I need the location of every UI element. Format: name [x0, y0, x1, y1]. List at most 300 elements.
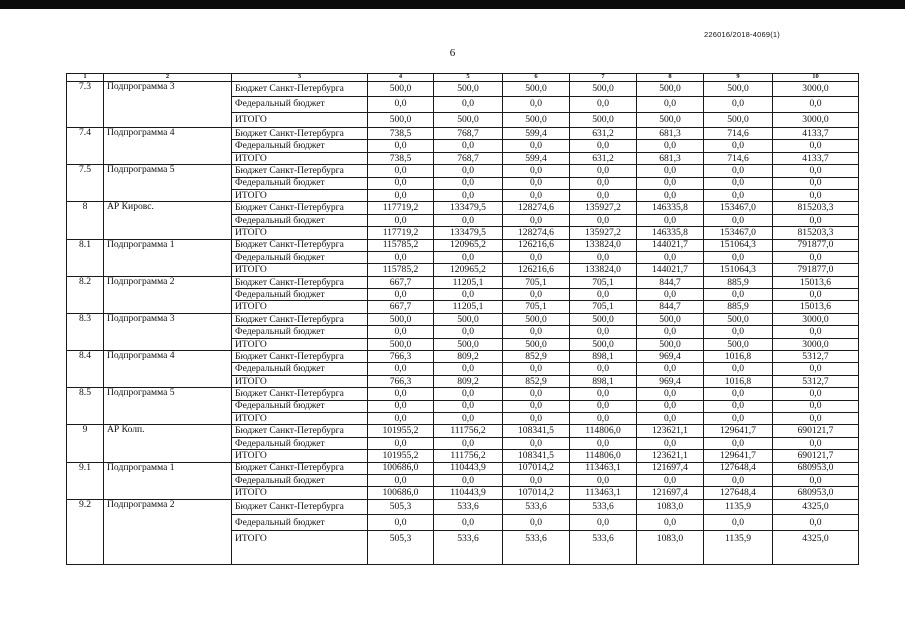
year-value: 0,0: [503, 289, 570, 301]
year-value: 533,6: [503, 499, 570, 515]
funding-source: Бюджет Санкт-Петербурга: [232, 276, 368, 288]
year-value: 533,6: [570, 499, 637, 515]
funding-source: Федеральный бюджет: [232, 437, 368, 449]
year-value: 500,0: [637, 112, 704, 128]
year-value: 0,0: [434, 363, 503, 375]
table-row: [67, 276, 859, 288]
item-code: 9: [67, 425, 104, 462]
year-value: 852,9: [503, 351, 570, 363]
document-number: 226016/2018-4069(1): [704, 30, 780, 39]
year-value: 153467,0: [704, 227, 773, 239]
total-value: 0,0: [773, 214, 859, 226]
year-value: 1016,8: [704, 375, 773, 387]
year-value: 969,4: [637, 351, 704, 363]
year-value: 11205,1: [434, 301, 503, 313]
total-value: 15013,6: [773, 301, 859, 313]
funding-source: Бюджет Санкт-Петербурга: [232, 351, 368, 363]
total-value: 0,0: [773, 177, 859, 189]
year-value: 500,0: [704, 313, 773, 325]
year-value: 844,7: [637, 276, 704, 288]
year-value: 0,0: [368, 412, 434, 424]
year-value: 144021,7: [637, 264, 704, 276]
year-value: 0,0: [637, 165, 704, 177]
total-value: 0,0: [773, 400, 859, 412]
funding-source: Федеральный бюджет: [232, 140, 368, 152]
year-value: 0,0: [570, 474, 637, 486]
year-value: 0,0: [570, 189, 637, 201]
year-value: 117719,2: [368, 227, 434, 239]
year-value: 0,0: [503, 515, 570, 531]
year-value: 681,3: [637, 152, 704, 164]
year-value: 115785,2: [368, 239, 434, 251]
funding-source: Федеральный бюджет: [232, 97, 368, 113]
funding-source: ИТОГО: [232, 189, 368, 201]
total-value: 0,0: [773, 412, 859, 424]
funding-source: Федеральный бюджет: [232, 177, 368, 189]
year-value: 714,6: [704, 152, 773, 164]
funding-source: ИТОГО: [232, 450, 368, 462]
year-value: 599,4: [503, 152, 570, 164]
year-value: 0,0: [434, 177, 503, 189]
year-value: 127648,4: [704, 487, 773, 499]
year-value: 129641,7: [704, 450, 773, 462]
year-value: 129641,7: [704, 425, 773, 437]
funding-source: Бюджет Санкт-Петербурга: [232, 81, 368, 97]
year-value: 0,0: [637, 515, 704, 531]
table-row: [67, 313, 859, 325]
year-value: 500,0: [368, 81, 434, 97]
year-value: 705,1: [503, 301, 570, 313]
year-value: 0,0: [434, 437, 503, 449]
item-code: 7.3: [67, 81, 104, 128]
year-value: 844,7: [637, 301, 704, 313]
item-name: Подпрограмма 4: [104, 128, 232, 165]
year-value: 500,0: [637, 81, 704, 97]
year-value: 0,0: [637, 388, 704, 400]
column-number: 8: [637, 74, 704, 82]
total-value: 0,0: [773, 474, 859, 486]
year-value: 500,0: [368, 313, 434, 325]
total-value: 4325,0: [773, 499, 859, 515]
total-value: 791877,0: [773, 239, 859, 251]
year-value: 738,5: [368, 128, 434, 140]
funding-source: ИТОГО: [232, 530, 368, 564]
year-value: 1135,9: [704, 530, 773, 564]
item-code: 7.4: [67, 128, 104, 165]
year-value: 0,0: [570, 177, 637, 189]
item-name: АР Колп.: [104, 425, 232, 462]
year-value: 110443,9: [434, 487, 503, 499]
year-value: 1083,0: [637, 530, 704, 564]
year-value: 0,0: [503, 165, 570, 177]
year-value: 120965,2: [434, 239, 503, 251]
total-value: 0,0: [773, 189, 859, 201]
year-value: 667,7: [368, 276, 434, 288]
year-value: 0,0: [434, 140, 503, 152]
column-number: 3: [232, 74, 368, 82]
year-value: 0,0: [434, 289, 503, 301]
year-value: 0,0: [637, 214, 704, 226]
year-value: 500,0: [434, 338, 503, 350]
year-value: 0,0: [637, 189, 704, 201]
funding-source: ИТОГО: [232, 301, 368, 313]
year-value: 114806,0: [570, 450, 637, 462]
item-name: Подпрограмма 5: [104, 388, 232, 425]
year-value: 0,0: [570, 515, 637, 531]
year-value: 107014,2: [503, 462, 570, 474]
year-value: 0,0: [503, 189, 570, 201]
year-value: 11205,1: [434, 276, 503, 288]
year-value: 100686,0: [368, 487, 434, 499]
year-value: 0,0: [503, 97, 570, 113]
year-value: 0,0: [704, 515, 773, 531]
total-value: 0,0: [773, 251, 859, 263]
year-value: 0,0: [704, 97, 773, 113]
year-value: 898,1: [570, 351, 637, 363]
year-value: 0,0: [503, 214, 570, 226]
table-row: [67, 388, 859, 400]
year-value: 500,0: [570, 112, 637, 128]
year-value: 500,0: [704, 338, 773, 350]
table-row: [67, 425, 859, 437]
funding-source: ИТОГО: [232, 112, 368, 128]
year-value: 885,9: [704, 301, 773, 313]
year-value: 1016,8: [704, 351, 773, 363]
year-value: 0,0: [570, 140, 637, 152]
year-value: 0,0: [704, 388, 773, 400]
year-value: 123621,1: [637, 450, 704, 462]
year-value: 0,0: [637, 437, 704, 449]
year-value: 0,0: [570, 326, 637, 338]
year-value: 533,6: [434, 530, 503, 564]
total-value: 3000,0: [773, 313, 859, 325]
total-value: 815203,3: [773, 227, 859, 239]
year-value: 128274,6: [503, 202, 570, 214]
year-value: 500,0: [503, 112, 570, 128]
year-value: 738,5: [368, 152, 434, 164]
year-value: 113463,1: [570, 487, 637, 499]
year-value: 766,3: [368, 375, 434, 387]
item-code: 8.3: [67, 313, 104, 350]
year-value: 135927,2: [570, 227, 637, 239]
year-value: 115785,2: [368, 264, 434, 276]
funding-source: Бюджет Санкт-Петербурга: [232, 128, 368, 140]
year-value: 0,0: [570, 214, 637, 226]
year-value: 151064,3: [704, 239, 773, 251]
year-value: 0,0: [503, 437, 570, 449]
total-value: 0,0: [773, 515, 859, 531]
total-value: 690121,7: [773, 450, 859, 462]
year-value: 0,0: [368, 289, 434, 301]
total-value: 4133,7: [773, 128, 859, 140]
year-value: 0,0: [570, 97, 637, 113]
year-value: 768,7: [434, 152, 503, 164]
year-value: 500,0: [503, 313, 570, 325]
funding-source: Федеральный бюджет: [232, 326, 368, 338]
year-value: 1083,0: [637, 499, 704, 515]
year-value: 0,0: [503, 474, 570, 486]
year-value: 120965,2: [434, 264, 503, 276]
year-value: 0,0: [368, 515, 434, 531]
year-value: 117719,2: [368, 202, 434, 214]
year-value: 127648,4: [704, 462, 773, 474]
year-value: 852,9: [503, 375, 570, 387]
year-value: 500,0: [368, 112, 434, 128]
table-row: [67, 81, 859, 97]
year-value: 898,1: [570, 375, 637, 387]
year-value: 0,0: [434, 474, 503, 486]
item-code: 9.2: [67, 499, 104, 564]
year-value: 0,0: [637, 363, 704, 375]
item-name: Подпрограмма 5: [104, 165, 232, 202]
year-value: 0,0: [434, 189, 503, 201]
year-value: 0,0: [368, 97, 434, 113]
year-value: 885,9: [704, 276, 773, 288]
year-value: 500,0: [434, 112, 503, 128]
year-value: 111756,2: [434, 450, 503, 462]
year-value: 153467,0: [704, 202, 773, 214]
page-number: 6: [449, 47, 456, 59]
year-value: 0,0: [637, 326, 704, 338]
year-value: 500,0: [704, 81, 773, 97]
budget-table: [66, 73, 859, 565]
item-code: 7.5: [67, 165, 104, 202]
year-value: 133479,5: [434, 227, 503, 239]
year-value: 0,0: [368, 363, 434, 375]
year-value: 0,0: [704, 289, 773, 301]
funding-source: ИТОГО: [232, 152, 368, 164]
funding-source: ИТОГО: [232, 338, 368, 350]
scan-top-edge: [0, 0, 905, 9]
year-value: 0,0: [368, 165, 434, 177]
year-value: 0,0: [704, 326, 773, 338]
column-number: 7: [570, 74, 637, 82]
year-value: 0,0: [637, 289, 704, 301]
year-value: 0,0: [704, 400, 773, 412]
funding-source: Бюджет Санкт-Петербурга: [232, 165, 368, 177]
year-value: 0,0: [704, 165, 773, 177]
year-value: 108341,5: [503, 450, 570, 462]
funding-source: Бюджет Санкт-Петербурга: [232, 462, 368, 474]
total-value: 5312,7: [773, 375, 859, 387]
year-value: 144021,7: [637, 239, 704, 251]
column-number: 10: [773, 74, 859, 82]
year-value: 0,0: [503, 140, 570, 152]
year-value: 809,2: [434, 351, 503, 363]
item-code: 8.2: [67, 276, 104, 313]
total-value: 0,0: [773, 363, 859, 375]
total-value: 791877,0: [773, 264, 859, 276]
item-name: Подпрограмма 3: [104, 81, 232, 128]
year-value: 681,3: [637, 128, 704, 140]
column-number: 4: [368, 74, 434, 82]
year-value: 705,1: [570, 301, 637, 313]
year-value: 0,0: [434, 326, 503, 338]
year-value: 0,0: [570, 400, 637, 412]
year-value: 1135,9: [704, 499, 773, 515]
total-value: 815203,3: [773, 202, 859, 214]
year-value: 0,0: [637, 400, 704, 412]
year-value: 107014,2: [503, 487, 570, 499]
year-value: 133479,5: [434, 202, 503, 214]
funding-source: Бюджет Санкт-Петербурга: [232, 425, 368, 437]
year-value: 705,1: [503, 276, 570, 288]
funding-source: Федеральный бюджет: [232, 289, 368, 301]
year-value: 0,0: [434, 400, 503, 412]
year-value: 0,0: [704, 437, 773, 449]
year-value: 505,3: [368, 530, 434, 564]
year-value: 133824,0: [570, 239, 637, 251]
year-value: 111756,2: [434, 425, 503, 437]
total-value: 15013,6: [773, 276, 859, 288]
item-code: 8: [67, 202, 104, 239]
total-value: 0,0: [773, 97, 859, 113]
year-value: 500,0: [704, 112, 773, 128]
year-value: 500,0: [637, 313, 704, 325]
year-value: 146335,8: [637, 227, 704, 239]
total-value: 0,0: [773, 140, 859, 152]
item-code: 8.1: [67, 239, 104, 276]
year-value: 110443,9: [434, 462, 503, 474]
total-value: 0,0: [773, 437, 859, 449]
year-value: 0,0: [503, 412, 570, 424]
table-row: [67, 462, 859, 474]
year-value: 631,2: [570, 128, 637, 140]
table-row: [67, 499, 859, 515]
year-value: 0,0: [570, 388, 637, 400]
year-value: 0,0: [368, 214, 434, 226]
year-value: 0,0: [570, 251, 637, 263]
year-value: 0,0: [434, 251, 503, 263]
funding-source: Федеральный бюджет: [232, 515, 368, 531]
year-value: 500,0: [434, 81, 503, 97]
year-value: 0,0: [637, 97, 704, 113]
table-row: [67, 128, 859, 140]
year-value: 0,0: [637, 177, 704, 189]
item-name: Подпрограмма 1: [104, 239, 232, 276]
year-value: 0,0: [434, 165, 503, 177]
year-value: 0,0: [503, 177, 570, 189]
year-value: 0,0: [434, 515, 503, 531]
year-value: 101955,2: [368, 425, 434, 437]
total-value: 3000,0: [773, 81, 859, 97]
total-value: 680953,0: [773, 462, 859, 474]
year-value: 151064,3: [704, 264, 773, 276]
year-value: 0,0: [637, 412, 704, 424]
year-value: 500,0: [503, 338, 570, 350]
funding-source: ИТОГО: [232, 487, 368, 499]
item-name: АР Кировс.: [104, 202, 232, 239]
total-value: 0,0: [773, 165, 859, 177]
year-value: 0,0: [368, 177, 434, 189]
column-number: 1: [67, 74, 104, 82]
year-value: 0,0: [704, 214, 773, 226]
total-value: 4325,0: [773, 530, 859, 564]
year-value: 121697,4: [637, 462, 704, 474]
column-number: 5: [434, 74, 503, 82]
year-value: 0,0: [704, 140, 773, 152]
item-name: Подпрограмма 2: [104, 276, 232, 313]
year-value: 533,6: [503, 530, 570, 564]
year-value: 0,0: [368, 400, 434, 412]
year-value: 0,0: [368, 251, 434, 263]
funding-source: Федеральный бюджет: [232, 251, 368, 263]
item-code: 9.1: [67, 462, 104, 499]
table-row: [67, 165, 859, 177]
year-value: 0,0: [503, 388, 570, 400]
column-number-row: [67, 74, 859, 82]
year-value: 500,0: [434, 313, 503, 325]
year-value: 0,0: [368, 140, 434, 152]
table-row: [67, 351, 859, 363]
funding-source: ИТОГО: [232, 264, 368, 276]
funding-source: ИТОГО: [232, 227, 368, 239]
year-value: 500,0: [503, 81, 570, 97]
year-value: 0,0: [503, 400, 570, 412]
table-row: [67, 202, 859, 214]
year-value: 114806,0: [570, 425, 637, 437]
item-name: Подпрограмма 3: [104, 313, 232, 350]
year-value: 0,0: [434, 97, 503, 113]
total-value: 680953,0: [773, 487, 859, 499]
year-value: 0,0: [503, 363, 570, 375]
column-number: 2: [104, 74, 232, 82]
year-value: 0,0: [704, 177, 773, 189]
year-value: 0,0: [704, 412, 773, 424]
year-value: 0,0: [570, 412, 637, 424]
year-value: 533,6: [570, 530, 637, 564]
funding-source: Федеральный бюджет: [232, 400, 368, 412]
total-value: 0,0: [773, 326, 859, 338]
funding-source: ИТОГО: [232, 375, 368, 387]
year-value: 705,1: [570, 276, 637, 288]
year-value: 0,0: [503, 326, 570, 338]
year-value: 0,0: [368, 326, 434, 338]
year-value: 0,0: [570, 165, 637, 177]
funding-source: Федеральный бюджет: [232, 363, 368, 375]
year-value: 766,3: [368, 351, 434, 363]
year-value: 0,0: [368, 189, 434, 201]
year-value: 113463,1: [570, 462, 637, 474]
item-name: Подпрограмма 4: [104, 351, 232, 388]
year-value: 0,0: [637, 140, 704, 152]
year-value: 714,6: [704, 128, 773, 140]
year-value: 533,6: [434, 499, 503, 515]
year-value: 505,3: [368, 499, 434, 515]
year-value: 108341,5: [503, 425, 570, 437]
year-value: 0,0: [637, 474, 704, 486]
year-value: 0,0: [503, 251, 570, 263]
total-value: 0,0: [773, 388, 859, 400]
year-value: 500,0: [570, 81, 637, 97]
year-value: 0,0: [434, 388, 503, 400]
year-value: 0,0: [368, 437, 434, 449]
year-value: 0,0: [368, 388, 434, 400]
year-value: 121697,4: [637, 487, 704, 499]
funding-source: Федеральный бюджет: [232, 474, 368, 486]
year-value: 133824,0: [570, 264, 637, 276]
year-value: 969,4: [637, 375, 704, 387]
column-number: 9: [704, 74, 773, 82]
year-value: 0,0: [570, 437, 637, 449]
year-value: 500,0: [570, 313, 637, 325]
year-value: 135927,2: [570, 202, 637, 214]
funding-source: Бюджет Санкт-Петербурга: [232, 239, 368, 251]
total-value: 0,0: [773, 289, 859, 301]
column-number: 6: [503, 74, 570, 82]
year-value: 500,0: [637, 338, 704, 350]
year-value: 101955,2: [368, 450, 434, 462]
